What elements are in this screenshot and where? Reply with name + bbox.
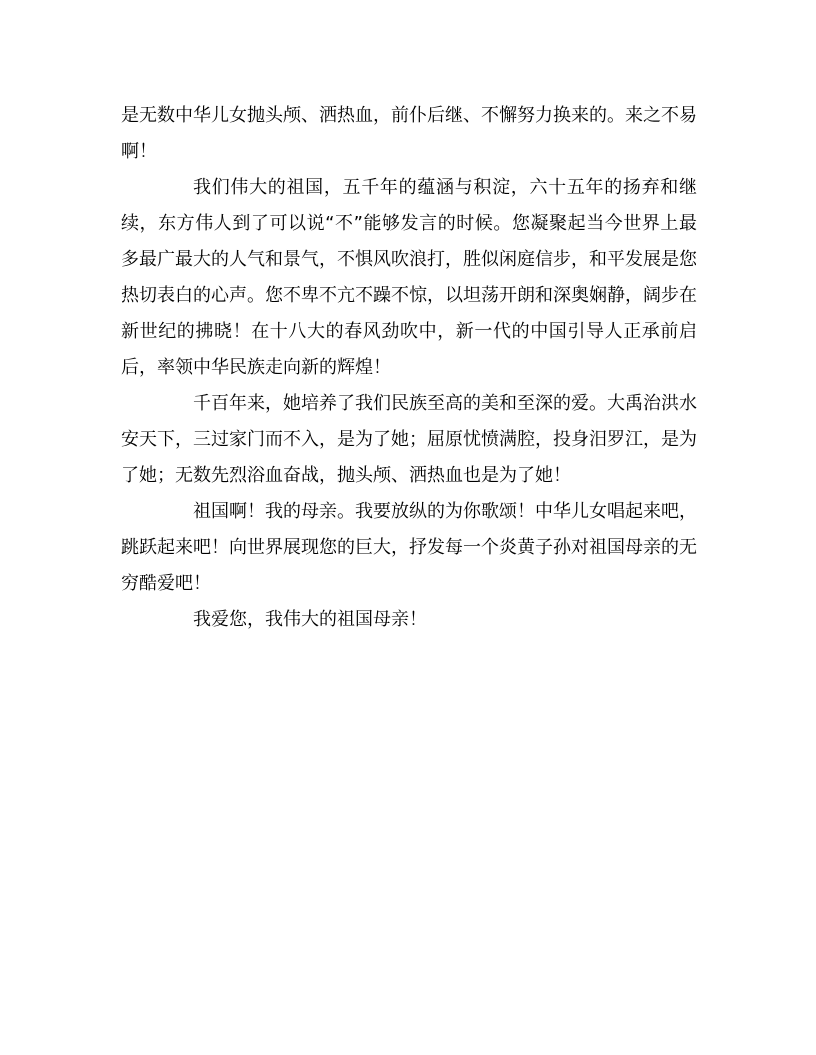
paragraph-great-motherland: 我们伟大的祖国，五千年的蕴涵与积淀，六十五年的扬弃和继续，东方伟人到了可以说“不”能够发言的时候。您凝聚起当今世界上最多最广最大的人气和景气，不惧风吹浪打，胜似闲庭信步，和平发展是您热切表白的心声。您不卑不亢不躁不惊，以坦荡开朗和深奥娴静，阔步在新世纪的拂晓！在十八大的春风劲吹中，新一代的中国引导人正承前启后，率领中华民族走向新的辉煌！ <box>121 177 697 378</box>
paragraph-ode-to-mother: 祖国啊！我的母亲。我要放纵的为你歌颂！中华儿女唱起来吧，跳跃起来吧！向世界展现您的巨大，抒发每一个炎黄子孙对祖国母亲的无穷酷爱吧！ <box>121 501 697 594</box>
paragraph-thousand-years: 千百年来，她培养了我们民族至高的美和至深的爱。大禹治洪水安天下，三过家门而不入，是为了她；屈原忧愤满腔，投身汨罗江，是为了她；无数先烈浴血奋战，抛头颅、洒热血也是为了她！ <box>121 393 697 486</box>
document-body <box>121 98 697 638</box>
paragraph-closing: 我爱您，我伟大的祖国母亲！ <box>193 609 427 630</box>
paragraph-continuation: 是无数中华儿女抛头颅、洒热血，前仆后继、不懈努力换来的。来之不易啊！ <box>121 105 697 162</box>
